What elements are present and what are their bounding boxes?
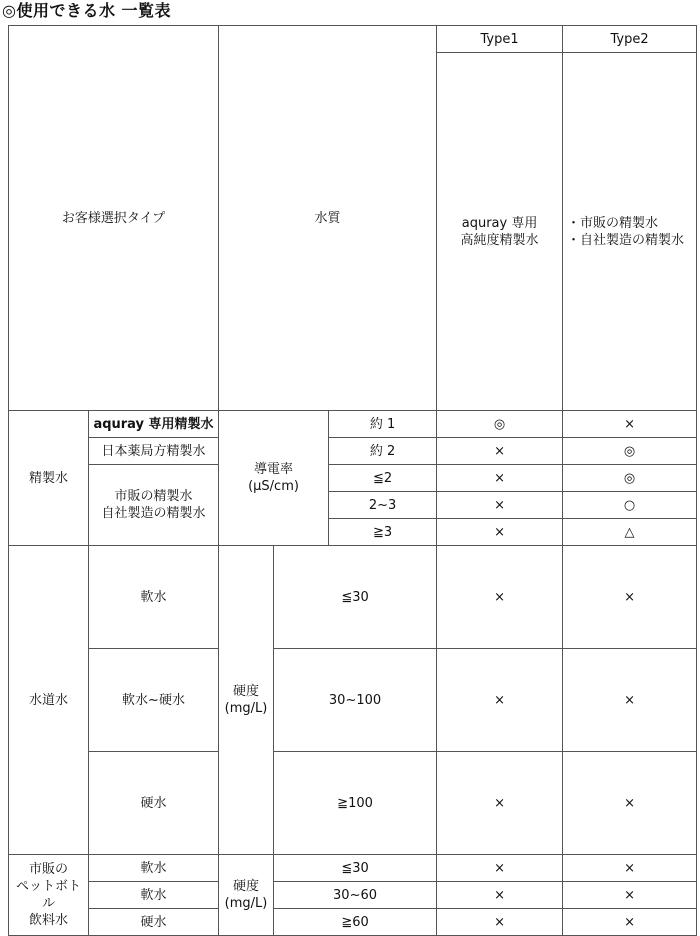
water-table: [8, 25, 697, 936]
symbol-cell: ×: [563, 649, 697, 752]
value-cell: 2~3: [329, 492, 437, 519]
symbol-cell: ×: [437, 519, 563, 546]
category-purified: 精製水: [9, 411, 89, 546]
sub-cell: 軟水~硬水: [89, 649, 219, 752]
table-row: [9, 909, 697, 936]
unit-hardness: 硬度 (mg/L): [219, 546, 274, 855]
category-bottle: 市販の ペットボトル 飲料水: [9, 855, 89, 936]
category-tap: 水道水: [9, 546, 89, 855]
header-type1-desc: aquray 専用 高純度精製水: [437, 53, 563, 411]
symbol-cell: ◎: [563, 438, 697, 465]
page-title: ◎使用できる水 一覧表: [2, 1, 172, 20]
value-cell: ≦2: [329, 465, 437, 492]
unit-hardness-bottle: 硬度 (mg/L): [219, 855, 274, 936]
symbol-cell: ×: [563, 909, 697, 936]
symbol-cell: ×: [437, 492, 563, 519]
value-cell: ≦30: [274, 855, 437, 882]
value-cell: 約 1: [329, 411, 437, 438]
symbol-cell: ◎: [563, 465, 697, 492]
sub-cell: 軟水: [89, 855, 219, 882]
symbol-cell: ◎: [437, 411, 563, 438]
table-row: [9, 855, 697, 882]
header-type2-desc: ・市販の精製水 ・自社製造の精製水: [563, 53, 697, 411]
symbol-cell: ×: [563, 411, 697, 438]
sub-jp: 日本薬局方精製水: [89, 438, 219, 465]
table-row: [9, 546, 697, 649]
symbol-cell: ×: [563, 882, 697, 909]
table-row: [9, 882, 697, 909]
header-selection: お客様選択タイプ: [9, 26, 219, 411]
sub-cell: 軟水: [89, 546, 219, 649]
header-water-quality: 水質: [219, 26, 437, 411]
symbol-cell: ×: [437, 855, 563, 882]
sub-cell: 軟水: [89, 882, 219, 909]
symbol-cell: ×: [437, 438, 563, 465]
symbol-cell: ×: [563, 546, 697, 649]
symbol-cell: ×: [437, 882, 563, 909]
table-row: [9, 438, 697, 465]
value-cell: ≦30: [274, 546, 437, 649]
table-row: [9, 411, 697, 438]
table-row: [9, 752, 697, 855]
header-type1: Type1: [437, 26, 563, 53]
symbol-cell: ×: [437, 752, 563, 855]
value-cell: 30~60: [274, 882, 437, 909]
symbol-cell: ×: [437, 465, 563, 492]
value-cell: ≧3: [329, 519, 437, 546]
symbol-cell: △: [563, 519, 697, 546]
value-cell: 30~100: [274, 649, 437, 752]
table-row: [9, 465, 697, 492]
header-row: [9, 26, 697, 53]
header-type2: Type2: [563, 26, 697, 53]
value-cell: ≧100: [274, 752, 437, 855]
symbol-cell: ×: [563, 855, 697, 882]
table-row: [9, 649, 697, 752]
sub-cell: 硬水: [89, 752, 219, 855]
value-cell: ≧60: [274, 909, 437, 936]
sub-aquray: aquray 専用精製水: [89, 411, 219, 438]
sub-market: 市販の精製水 自社製造の精製水: [89, 465, 219, 546]
sub-cell: 硬水: [89, 909, 219, 936]
symbol-cell: ×: [437, 546, 563, 649]
symbol-cell: ×: [437, 909, 563, 936]
symbol-cell: ×: [437, 649, 563, 752]
value-cell: 約 2: [329, 438, 437, 465]
symbol-cell: ×: [563, 752, 697, 855]
symbol-cell: ○: [563, 492, 697, 519]
unit-conductivity: 導電率 (μS/cm): [219, 411, 329, 546]
